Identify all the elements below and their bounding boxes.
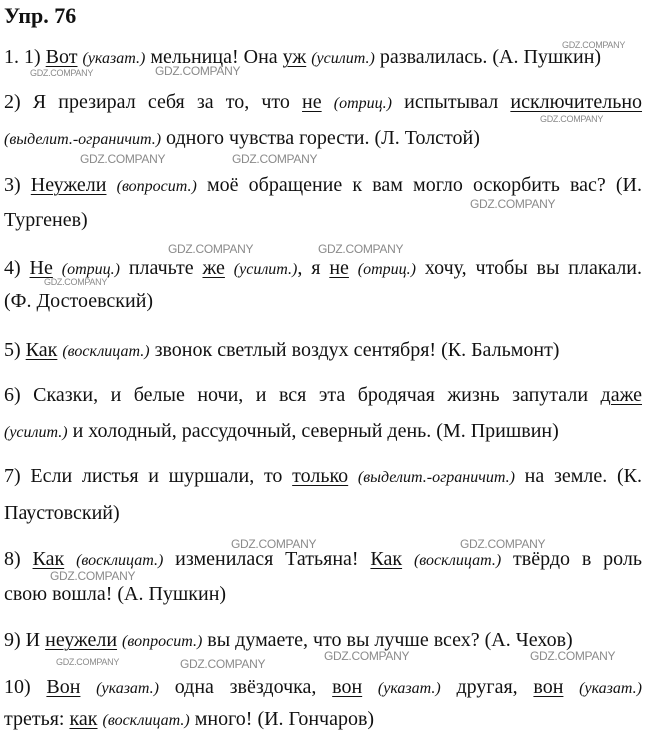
particle-type-note: (восклицат.) bbox=[76, 552, 164, 569]
exercise-title: Упр. 76 bbox=[4, 3, 77, 28]
text: твёрдо в роль bbox=[501, 548, 642, 570]
particle-type-note: (восклицат.) bbox=[413, 552, 502, 569]
watermark: GDZ.COMPANY bbox=[562, 40, 626, 50]
text: 1. 1) bbox=[4, 46, 46, 68]
particle: Вот bbox=[45, 46, 78, 68]
text: третья: bbox=[4, 708, 70, 730]
text: Тургенев) bbox=[4, 209, 88, 231]
text: одна звёздочка, bbox=[159, 676, 333, 698]
text: звонок светлый воздух сентября! (К. Бальмонт) bbox=[149, 339, 560, 361]
text: 2) Я презирал себя за то, что bbox=[4, 91, 303, 113]
particle: даже bbox=[600, 384, 642, 406]
watermark: GDZ.COMPANY bbox=[44, 277, 108, 287]
watermark: GDZ.COMPANY bbox=[318, 242, 404, 256]
watermark: GDZ.COMPANY bbox=[56, 657, 120, 667]
watermark: GDZ.COMPANY bbox=[540, 114, 604, 124]
text: 4) bbox=[4, 257, 30, 279]
particle: уж bbox=[282, 46, 307, 68]
particle-type-note: (выделит.-ограничит.) bbox=[357, 469, 515, 486]
sentence-7-line-2 bbox=[4, 500, 120, 526]
text: моё обращение к вам могло оскорбить вас? (И. bbox=[196, 174, 642, 196]
watermark: GDZ.COMPANY bbox=[168, 242, 254, 256]
watermark: GDZ.COMPANY bbox=[50, 569, 136, 583]
watermark: GDZ.COMPANY bbox=[324, 649, 410, 663]
text: 7) Если листья и шуршали, то bbox=[4, 465, 293, 487]
text: 3) bbox=[4, 174, 31, 196]
watermark: GDZ.COMPANY bbox=[231, 537, 317, 551]
text: Паустовский) bbox=[4, 502, 120, 524]
text: одного чувства горести. (Л. Толстой) bbox=[161, 127, 480, 149]
watermark: GDZ.COMPANY bbox=[155, 64, 241, 78]
particle: Вон bbox=[46, 676, 81, 698]
particle-type-note: (указат.) bbox=[82, 50, 146, 67]
text: вы думаете, что вы лучше всех? (А. Чехов) bbox=[202, 629, 573, 651]
particle-type-note: (вопросит.) bbox=[122, 633, 203, 650]
text: и холодный, рассудочный, северный день. (М. Пришвин) bbox=[67, 420, 559, 442]
text: на земле. (К. bbox=[514, 465, 643, 487]
particle: Не bbox=[29, 257, 53, 279]
watermark: GDZ.COMPANY bbox=[530, 649, 616, 663]
particle-type-note: (отриц.) bbox=[357, 261, 417, 278]
watermark: GDZ.COMPANY bbox=[180, 657, 266, 671]
sentence-10-line-1 bbox=[4, 674, 642, 702]
particle-type-note: (усилит.) bbox=[233, 261, 298, 278]
particle-type-note: (отриц.) bbox=[333, 95, 392, 112]
text: изменилася Татьяна! bbox=[163, 548, 371, 570]
watermark: GDZ.COMPANY bbox=[232, 152, 318, 166]
particle: исключительно bbox=[510, 91, 643, 113]
particle: Как bbox=[25, 339, 58, 361]
particle: неужели bbox=[45, 629, 118, 651]
particle: Неужели bbox=[30, 174, 107, 196]
particle: Как bbox=[32, 548, 65, 570]
sentence-4-line-2 bbox=[4, 288, 153, 314]
text: мельница! Она bbox=[145, 46, 283, 68]
text: плачьте bbox=[119, 257, 203, 279]
particle-type-note: (усилит.) bbox=[4, 424, 68, 441]
sentence-10-line-2 bbox=[4, 706, 374, 734]
text: другая, bbox=[440, 676, 534, 698]
text: 5) bbox=[4, 339, 26, 361]
particle: не bbox=[329, 257, 349, 279]
particle-type-note: (вопросит.) bbox=[116, 178, 197, 195]
particle-type-note: (отриц.) bbox=[61, 261, 120, 278]
sentence-8-line-2 bbox=[4, 581, 226, 607]
particle-type-note: (указат.) bbox=[377, 680, 441, 697]
watermark: GDZ.COMPANY bbox=[460, 537, 546, 551]
sentence-6-line-1 bbox=[4, 382, 642, 408]
sentence-2-line-1 bbox=[4, 89, 642, 117]
text: 9) И bbox=[4, 629, 46, 651]
particle-type-note: (усилит.) bbox=[311, 50, 375, 67]
sentence-1-line-1 bbox=[4, 44, 601, 72]
sentence-5-line-1 bbox=[4, 337, 559, 365]
particle-type-note: (указат.) bbox=[96, 680, 160, 697]
text: , я bbox=[297, 257, 330, 279]
particle-type-note: (восклицат.) bbox=[102, 712, 190, 729]
text: развалилась. (А. Пушкин) bbox=[374, 46, 602, 68]
particle: вон bbox=[533, 676, 564, 698]
particle: Как bbox=[370, 548, 403, 570]
sentence-3-line-2 bbox=[4, 207, 88, 233]
sentence-7-line-1 bbox=[4, 463, 642, 491]
sentence-9-line-1 bbox=[4, 627, 573, 655]
particle-type-note: (указат.) bbox=[579, 680, 642, 697]
sentence-6-line-2 bbox=[4, 418, 559, 446]
text: хочу, чтобы вы плакали. bbox=[416, 257, 643, 279]
text: испытывал bbox=[392, 91, 511, 113]
sentence-2-line-2 bbox=[4, 125, 480, 153]
watermark: GDZ.COMPANY bbox=[80, 152, 166, 166]
particle: не bbox=[302, 91, 322, 113]
sentence-3-line-1 bbox=[4, 172, 642, 200]
text: 10) bbox=[4, 676, 47, 698]
particle: вон bbox=[332, 676, 363, 698]
particle: только bbox=[292, 465, 349, 487]
watermark: GDZ.COMPANY bbox=[470, 197, 556, 211]
particle: как bbox=[69, 708, 98, 730]
particle-type-note: (восклицат.) bbox=[62, 343, 150, 360]
particle-type-note: (выделит.-ограничит.) bbox=[4, 131, 162, 148]
watermark: GDZ.COMPANY bbox=[30, 68, 94, 78]
text: 8) bbox=[4, 548, 33, 570]
text: много! (И. Гончаров) bbox=[189, 708, 375, 730]
text: (Ф. Достоевский) bbox=[4, 290, 154, 312]
text: 6) Сказки, и белые ночи, и вся эта бродячая жизнь запутали bbox=[4, 384, 601, 406]
particle: же bbox=[202, 257, 225, 279]
text: свою вошла! (А. Пушкин) bbox=[4, 583, 227, 605]
